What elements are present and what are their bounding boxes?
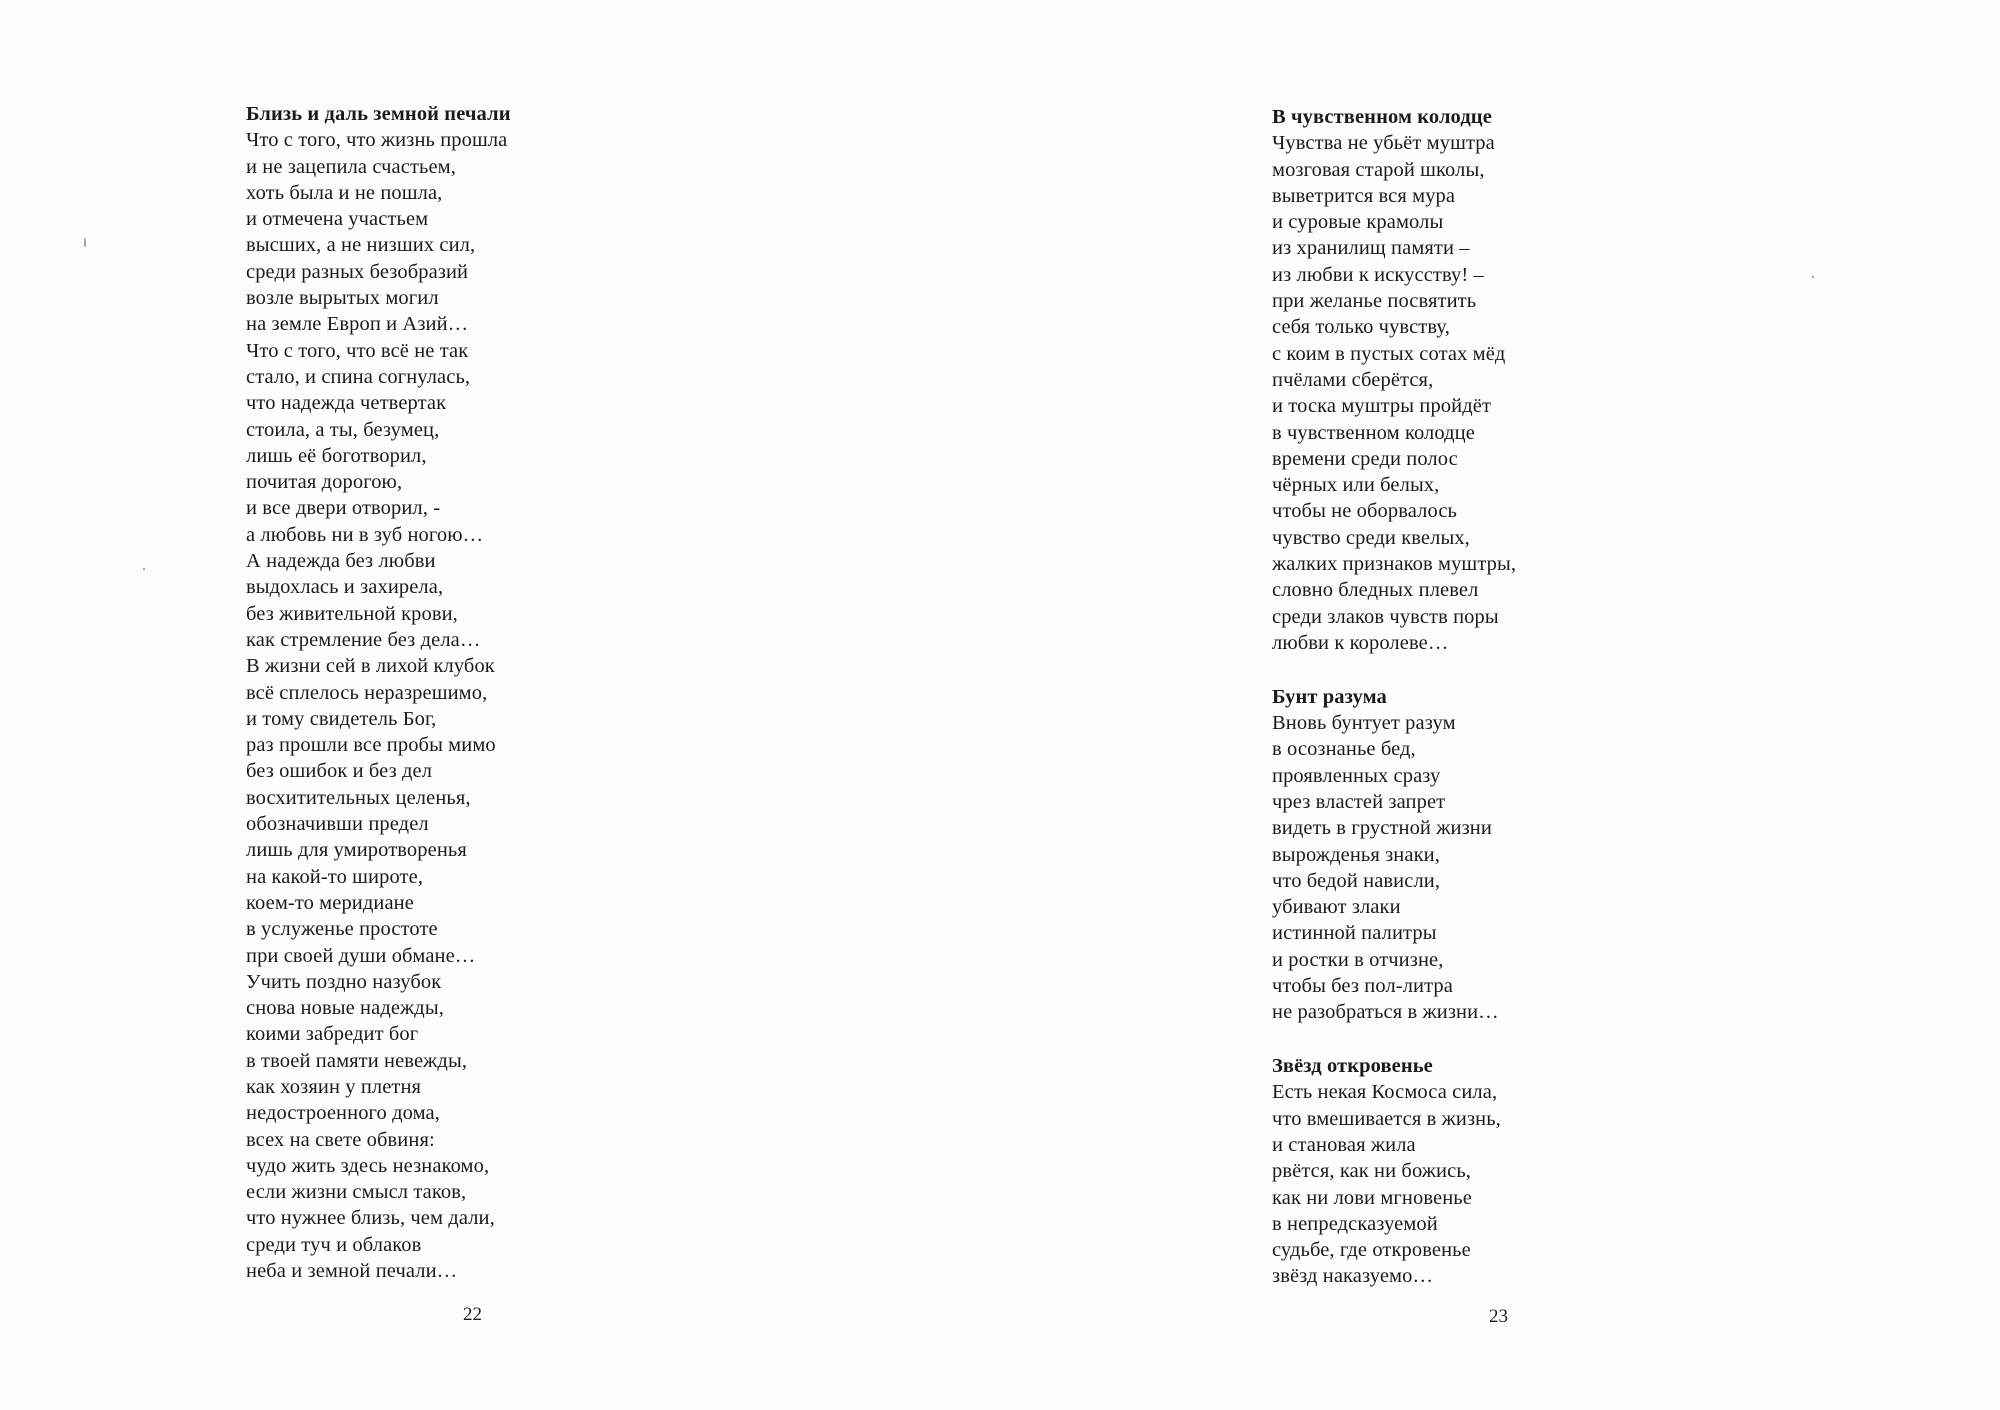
poem-line: из любви к искусству! – — [1272, 263, 1484, 286]
poem-line: стоила, а ты, безумец, — [246, 418, 440, 441]
poem-line: выдохлась и захирела, — [246, 576, 444, 599]
page-number: 23 — [1489, 1306, 1508, 1327]
right-page-poems — [1272, 104, 1516, 1290]
poem-line: высших, а не низших сил, — [246, 234, 476, 257]
poem-line: лишь для умиротворенья — [246, 839, 467, 862]
poem-line: раз прошли все пробы мимо — [246, 734, 496, 757]
poem-line: выветрится вся мура — [1272, 184, 1456, 207]
poem-line: недостроенного дома, — [246, 1102, 440, 1125]
poem-line: и становая жила — [1272, 1133, 1416, 1156]
scan-speck — [1812, 276, 1814, 278]
poem-title: Бунт разума — [1272, 685, 1387, 708]
poem-line: пчёлами сберётся, — [1272, 368, 1434, 391]
poem-line: А надежда без любви — [246, 550, 436, 573]
poem-line: истинной палитры — [1272, 922, 1437, 945]
poem-line: что вмешивается в жизнь, — [1272, 1107, 1501, 1130]
poem-line: среди туч и облаков — [246, 1233, 422, 1256]
poem-line: хоть была и не пошла, — [246, 181, 443, 204]
poem-line: из хранилищ памяти – — [1272, 237, 1470, 260]
poem-line: и отмечена участьем — [246, 208, 429, 231]
poem-line: коем-то меридиане — [246, 891, 414, 914]
poem-line: Есть некая Космоса сила, — [1272, 1081, 1498, 1104]
scan-speck — [84, 238, 86, 247]
poem-line: судьбе, где откровенье — [1272, 1239, 1471, 1262]
poem-line: и суровые крамолы — [1272, 211, 1444, 234]
poem-line: убивают злаки — [1272, 896, 1401, 919]
poem-line: а любовь ни в зуб ногою… — [246, 523, 484, 546]
poem-line: что нужнее близь, чем дали, — [246, 1207, 495, 1230]
stanza-gap — [1272, 656, 1516, 684]
poem-line: стало, и спина согнулась, — [246, 365, 471, 388]
poem-lines — [246, 127, 511, 1284]
poem-line: обозначивши предел — [246, 813, 429, 836]
poem-line: проявленных сразу — [1272, 764, 1441, 787]
poem-line: с коим в пустых сотах мёд — [1272, 342, 1506, 365]
poem-line: среди разных безобразий — [246, 260, 469, 283]
poem-line: любви к королеве… — [1272, 631, 1449, 654]
poem-line: в чувственном колодце — [1272, 421, 1475, 444]
poem-line: среди злаков чувств поры — [1272, 605, 1499, 628]
poem-blizh-i-dal — [246, 101, 511, 1284]
poem-title: В чувственном колодце — [1272, 106, 1492, 128]
poem-line: в непредсказуемой — [1272, 1212, 1438, 1235]
poem-line: вырожденья знаки, — [1272, 843, 1440, 866]
poem-line: и все двери отворил, - — [246, 497, 441, 520]
poem-line: чувство среди квелых, — [1272, 526, 1470, 549]
poem-line: в осознанье бед, — [1272, 738, 1416, 761]
poem-line: без ошибок и без дел — [246, 760, 433, 783]
poem-line: В жизни сей в лихой клубок — [246, 655, 495, 678]
poem-line: Учить поздно назубок — [246, 970, 442, 993]
poem-line: не разобраться в жизни… — [1272, 1001, 1499, 1024]
poem-line: чтобы без пол-литра — [1272, 975, 1453, 997]
poem-line: на какой-то широте, — [246, 865, 424, 888]
poem-line: если жизни смысл таков, — [246, 1181, 467, 1204]
poem-line: Чувства не убьёт муштра — [1272, 132, 1495, 155]
poem-line: на земле Европ и Азий… — [246, 313, 469, 336]
poem-line: всё сплелось неразрешимо, — [246, 681, 488, 704]
stanza-gap — [1272, 1026, 1516, 1054]
poem-line: и тому свидетель Бог, — [246, 707, 437, 730]
poem-line: и не зацепила счастьем, — [246, 155, 456, 178]
poem-line: времени среди полос — [1272, 447, 1458, 470]
poem-title: Звёзд откровенье — [1272, 1055, 1433, 1078]
poem-line: что надежда четвертак — [246, 392, 447, 415]
poem-line: неба и земной печали… — [246, 1260, 458, 1283]
poem-line: мозговая старой школы, — [1272, 158, 1485, 181]
poem-line: возле вырытых могил — [246, 287, 439, 310]
poem-line: снова новые надежды, — [246, 997, 444, 1020]
poem-line: что бедой нависли, — [1272, 869, 1441, 892]
page-number: 22 — [463, 1304, 482, 1325]
poem-line: без живительной крови, — [246, 602, 458, 625]
poem-line: чудо жить здесь незнакомо, — [246, 1154, 490, 1177]
poem-line: как ни лови мгновенье — [1272, 1186, 1472, 1209]
poem-line: восхитительных целенья, — [246, 786, 471, 809]
poem-line: и тоска муштры пройдёт — [1272, 395, 1492, 418]
poem-line: Вновь бунтует разум — [1272, 712, 1456, 735]
poem-line: чрез властей запрет — [1272, 790, 1446, 813]
poem-line: чтобы не оборвалось — [1272, 500, 1457, 523]
poem-line: как хозяин у плетня — [246, 1075, 422, 1098]
poem-line: видеть в грустной жизни — [1272, 817, 1492, 840]
poem-line: словно бледных плевел — [1272, 579, 1479, 602]
poem-title: Близь и даль земной печали — [246, 103, 511, 125]
poem-line: при желанье посвятить — [1272, 290, 1477, 313]
poem-line: в услуженье простоте — [246, 918, 438, 941]
poem-line: почитая дорогою, — [246, 471, 403, 494]
poem-line: себя только чувству, — [1272, 316, 1450, 339]
poem-line: жалких признаков муштры, — [1272, 553, 1517, 576]
poem-line: Что с того, что всё не так — [246, 339, 469, 362]
poem-line: всех на свете обвиня: — [246, 1128, 435, 1151]
poem-line: звёзд наказуемо… — [1272, 1265, 1434, 1288]
poem-line: лишь её боготворил, — [246, 444, 427, 467]
poem-line: как стремление без дела… — [246, 628, 481, 651]
right-page — [1000, 0, 2000, 1410]
poem-line: рвётся, как ни божись, — [1272, 1160, 1471, 1183]
scan-speck — [143, 568, 145, 570]
poem-line: в твоей памяти невежды, — [246, 1049, 468, 1072]
poem-line: Что с того, что жизнь прошла — [246, 129, 508, 152]
poem-line: при своей души обмане… — [246, 944, 476, 967]
poem-line: и ростки в отчизне, — [1272, 948, 1444, 971]
poem-line: чёрных или белых, — [1272, 474, 1440, 497]
poem-line: коими забредит бог — [246, 1023, 419, 1046]
